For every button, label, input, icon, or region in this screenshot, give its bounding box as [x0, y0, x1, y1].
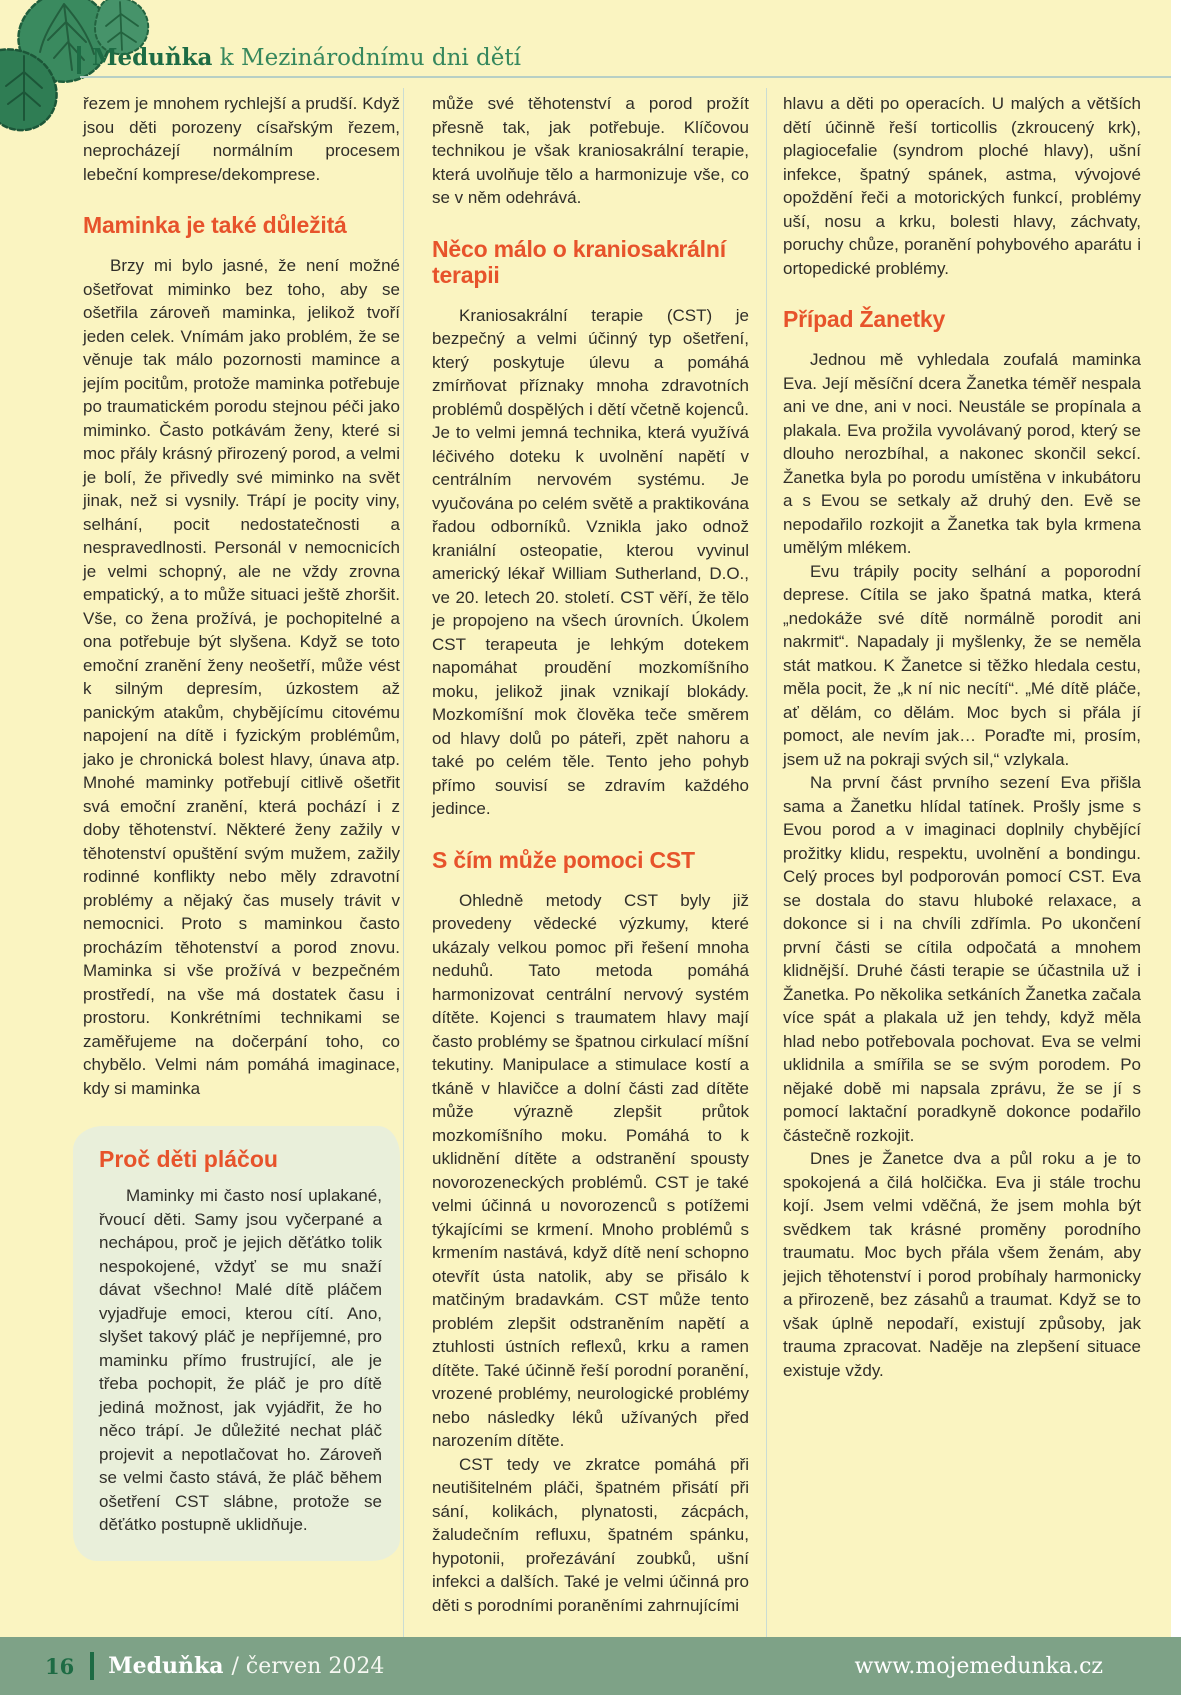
column-divider — [766, 88, 767, 1695]
callout-text: Maminky mi často nosí uplakané, řvoucí děti. Samy jsou vyčerpané a nechápou, proč je jejich děťátko tolik nespokojené, vždyť se mu snaží dávat všechno! Malé dítě pláčem vyjadřuje emoci, kterou cítí. Ano, slyšet takový pláč je nepříjemné, pro maminku přímo frustrující, ale je třeba pochopit, že pláč je pro dítě jediná možnost, jak vyjádřit, že ho něco trápí. Je důležité nechat pláč projevit a nepotlačovat ho. Zároveň se velmi často stává, že pláč během ošetření CST slábne, protože se děťátko postupně uklidňuje. — [99, 1186, 382, 1534]
page-footer — [0, 1637, 1181, 1695]
paragraph: hlavu a děti po operacích. U malých a větších dětí účinně řeší torticollis (zkroucený krk), plagiocefalie (syndrom ploché hlavy), ušní infekce, špatný spánek, astma, vývojové opoždění řeči a motorických funkcí, problémy uší, nosu a krku, bolesti hlavy, záchvaty, poruchy chůze, poranění pohybového aparátu i ortopedické problémy. — [783, 94, 1141, 278]
page-edge-strip — [1171, 0, 1181, 1637]
footer-accent-bar — [90, 1652, 94, 1680]
page-number: 16 — [45, 1653, 75, 1679]
header-title: k Mezinárodnímu dni dětí — [219, 45, 521, 71]
footer-brand: Meduňka — [108, 1653, 224, 1679]
paragraph: CST tedy ve zkratce pomáhá při neutišitelném pláči, špatném přisátí při sání, kolikách, plynatosti, zácpách, žaludečním refluxu, špatném spánku, hypotonii, prořezávání zoubků, ušní infekci a dalších. Také je velmi účinná pro děti s porodními poraněními zahrnujícími — [432, 1454, 749, 1615]
column-3 — [783, 92, 1141, 1382]
header-accent-bar — [77, 46, 81, 74]
section-heading-maminka: Maminka je také důležitá — [83, 212, 347, 238]
section-heading-kraniosakralni: Něco málo o kraniosakrální terapii — [432, 235, 726, 288]
footer-left-group — [45, 1637, 384, 1695]
page-header — [92, 44, 521, 72]
paragraph: řezem je mnohem rychlejší a prudší. Když jsou děti porozeny císařským řezem, neprocházejí normálním procesem lebeční komprese/dekomprese. — [83, 94, 400, 184]
header-rule — [80, 76, 1171, 78]
column-1 — [83, 92, 400, 1561]
paragraph: Kraniosakrální terapie (CST) je bezpečný a velmi účinný typ ošetření, který poskytuje úlevu a pomáhá zmírňovat příznaky mnoha zdravotních problémů dospělých i dětí včetně kojenců. Je to velmi jemná technika, která využívá léčivého doteku k uvolnění napětí v centrálním nervovém systému. Je vyučována po celém světě a praktikována řadou odborníků. Vznikla jako odnož kraniální osteopatie, kterou vyvinul americký lékař William Sutherland, D.O., ve 20. letech 20. století. CST věří, že tělo je propojeno na všech úrovních. Úkolem CST terapeuta je lehkým dotekem napomáhat proudění mozkomíšního moku, jelikož jinak vznikají blokády. Mozkomíšní mok člověka teče směrem od hlavy dolů po páteři, zpět nahoru a také po celém těle. Tento jeho pohyb přímo souvisí se zdravím každého jedince. — [432, 305, 749, 818]
paragraph: Jednou mě vyhledala zoufalá maminka Eva. Její měsíční dcera Žanetka téměř nespala ani ve dne, ani v noci. Neustále se propínala a plakala. Eva prožila vyvolávaný porod, který se dlouho nerozbíhal, a nakonec skončil sekcí. Žanetka byla po porodu umístěna v inkubátoru a s Evou se setkaly až druhý den. Evě se nepodařilo rozkojit a Žanetka tak byla krmena umělým mlékem. — [783, 350, 1141, 557]
column-2 — [432, 92, 749, 1617]
paragraph: Na první část prvního sezení Eva přišla sama a Žanetku hlídal tatínek. Prošly jsme s Evou porod a v imaginaci doplnily chybějící prožitky klidu, respektu, uvolnění a bondingu. Celý proces byl podporován pomocí CST. Eva se dostala do stavu hluboké relaxace, a dokonce si i na chvíli zdřímla. Po ukončení první části se cítila odpočatá a mnohem klidnější. Druhé části terapie se účastnila už i Žanetka. Po několika setkáních Žanetka začala více spát a plakala už jen tehdy, když měla hlad nebo potřebovala pochovat. Eva se velmi uklidnila a smířila se se svým porodem. Po nějaké době mi napsala zprávu, že se jí s pomocí laktační poradkyně dokonce podařilo částečně rozkojit. — [783, 773, 1141, 1145]
callout-box — [73, 1126, 400, 1561]
paragraph: Evu trápily pocity selhání a poporodní deprese. Cítila se jako špatná matka, která „nedokáže své dítě normálně porodit ani nakrmit“. Napadaly ji myšlenky, že se neměla stát matkou. K Žanetce si těžko hledala cestu, měla pocit, že „k ní nic necítí“. „Mé dítě pláče, ať dělám, co dělám. Moc bych si přála jí pomoct, ale nevím jak… Poraďte mi, prosím, jsem už na pokraji svých sil,“ vzlykala. — [783, 561, 1141, 769]
footer-website: www.mojemedunka.cz — [854, 1653, 1103, 1679]
section-heading-zanetka: Případ Žanetky — [783, 306, 946, 332]
column-divider — [403, 88, 404, 1695]
paragraph: může své těhotenství a porod prožít přesně tak, jak potřebuje. Klíčovou technikou je však kraniosakrální terapie, která uvolňuje tělo a harmonizuje vše, co se v něm odehrává. — [432, 94, 749, 207]
paragraph: Brzy mi bylo jasné, že není možné ošetřovat miminko bez toho, aby se ošetřila zároveň maminka, jelikož tvoří jeden celek. Vnímám jako problém, že se věnuje tak málo pozornosti mamince a jejím pocitům, protože maminka potřebuje po traumatickém porodu stejnou péči jako miminko. Často potkávám ženy, které si moc přály krásný přirozený porod, a velmi je bolí, že přivedly své miminko na svět jinak, než si vysnily. Trápí je pocity viny, selhání, pocit nedostatečnosti a nespravedlnosti. Personál v nemocnicích je velmi schopný, ale ne vždy zrovna empatický, a to může situaci ještě zhoršit. Vše, co žena prožívá, je pochopitelné a ona potřebuje být slyšena. Když se toto emoční zranění ženy neošetří, může vést k silným depresím, úzkostem až panickým atakům, chybějícímu citovému napojení na dítě i fyzickým problémům, jako je chronická bolest hlavy, únava atp. Mnohé maminky potřebují citlivě ošetřit svá emoční zranění, která pochází i z doby těhotenství. Některé ženy zažily v těhotenství opuštění svým mužem, zažily rodinné konflikty nebo měly zdravotní problémy a nějaký čas musely trávit v nemocnici. Proto s maminkou často procházím těhotenství a porod znovu. Maminka si vše prožívá v bezpečném prostředí, na vše má dostatek času i prostoru. Konkrétními technikami se zaměřujeme na dočerpání toho, co chybělo. Velmi nám pomáhá imaginace, kdy si maminka — [83, 256, 400, 1098]
callout-heading: Proč děti pláčou — [99, 1146, 278, 1172]
header-brand: Meduňka — [92, 44, 213, 71]
paragraph: Ohledně metody CST byly již provedeny vědecké výzkumy, které ukázaly velkou pomoc při řešení mnoha neduhů. Tato metoda pomáhá harmonizovat centrální nervový systém dítěte. Kojenci s traumatem hlavy mají často problémy se špatnou cirkulací míšní tekutiny. Manipulace a stimulace kostí a tkáně v hlavičce a dolní části zad dítěte může výrazně zlepšit průtok mozkomíšního moku. Pomáhá to k uklidnění dítěte a odstranění spousty novorozeneckých problémů. CST je také velmi účinná u novorozenců s potížemi týkajícími se krmení. Mnoho problémů s krmením nastává, když dítě není schopno otevřít ústa natolik, aby se přisálo k matčiným bradavkám. CST může tento problém zlepšit odstraněním napětí a ztuhlosti ústních reflexů, krku a ramen dítěte. Také účinně řeší porodní poranění, vrozené problémy, neurologické problémy nebo následky léků užívaných před narozením dítěte. — [432, 890, 749, 1450]
section-heading-cst: S čím může pomoci CST — [432, 846, 695, 873]
footer-issue: / červen 2024 — [231, 1653, 385, 1679]
paragraph: Dnes je Žanetce dva a půl roku a je to spokojená a čilá holčička. Eva ji stále trochu kojí. Jsem velmi vděčná, že jsem mohla být svědkem tak krásné proměny porodního traumatu. Moc bych přála všem ženám, aby jejich těhotenství i porod probíhaly harmonicky a přirozeně, bez zásahů a traumat. Když se to však úplně nepodaří, existují způsoby, jak trauma zpracovat. Naděje na zlepšení situace existuje vždy. — [783, 1149, 1141, 1380]
